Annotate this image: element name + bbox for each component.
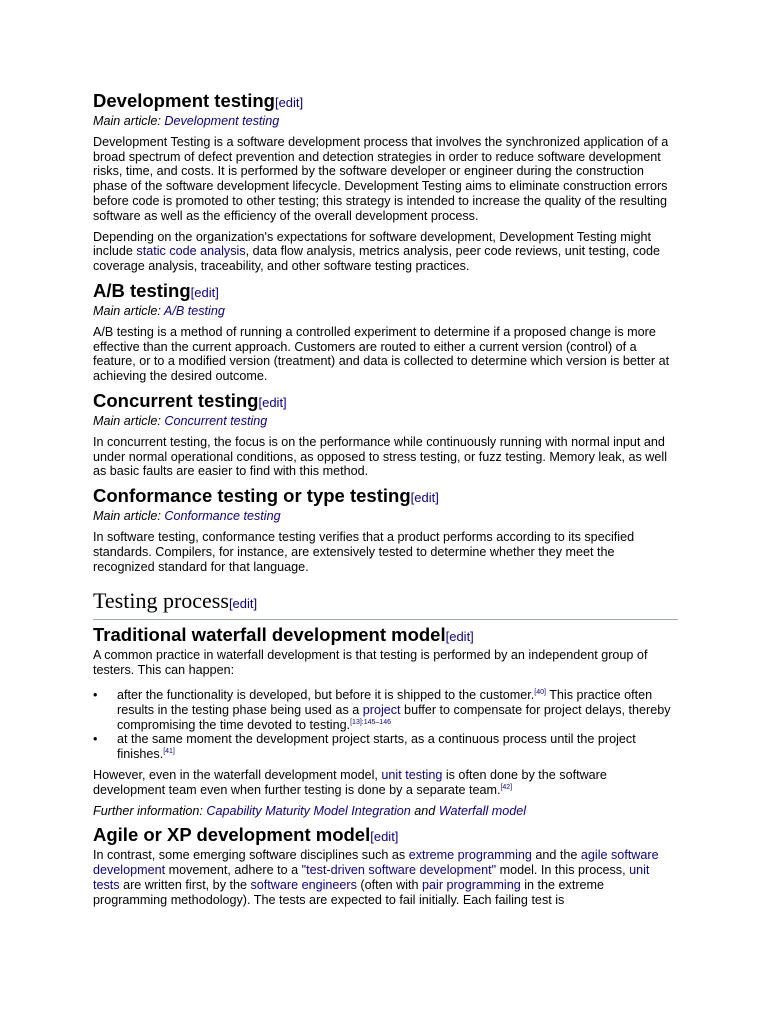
- text: , data flow analysis, metrics analysis, peer code reviews, unit testing, code coverage analysis, traceability, and other software testing practices.: [93, 244, 661, 274]
- main-article-link[interactable]: Development testing: [164, 114, 280, 128]
- text: are written first, by the: [119, 877, 251, 892]
- text: buffer to compensate for project delays, thereby compromising the time devoted to testing.: [117, 702, 671, 732]
- text: Depending on the organization's expectations for software development, Development Testing might include: [93, 229, 652, 259]
- edit-link[interactable]: [edit]: [274, 95, 304, 110]
- text: and: [410, 803, 439, 818]
- heading-text: Traditional waterfall development model: [93, 624, 446, 646]
- further-information-note: [93, 804, 678, 819]
- list-item: [117, 732, 678, 762]
- text: model. In this process,: [496, 863, 630, 878]
- text: movement, adhere to a: [165, 863, 302, 878]
- paragraph: In concurrent testing, the focus is on the performance while continuously running with normal input and under normal operational conditions, as opposed to stress testing, or fuzz testing. Memory leak, as well as basic faults are easier to find with this method.: [93, 434, 668, 479]
- paragraph: [93, 768, 678, 798]
- heading-testing-process: [93, 588, 678, 620]
- text: is often done by the software development team even when further testing is done by a separate team.: [93, 767, 607, 797]
- paragraph: [93, 230, 678, 274]
- main-article-note: [93, 414, 678, 429]
- paragraph: A common practice in waterfall development is that testing is performed by an independent group of testers. This can happen:: [93, 648, 648, 678]
- paragraph: [93, 848, 678, 907]
- citation-link[interactable]: [42]: [500, 783, 513, 791]
- pair-programming-link[interactable]: pair programming: [422, 877, 521, 892]
- main-article-note: [93, 304, 678, 319]
- citation-link[interactable]: [40]: [534, 688, 546, 696]
- extreme-programming-link[interactable]: extreme programming: [408, 848, 532, 863]
- edit-link[interactable]: [edit]: [410, 490, 439, 506]
- cmmi-link[interactable]: Capability Maturity Model Integration: [206, 803, 411, 818]
- text: (often with: [356, 877, 423, 892]
- heading-text: Testing process: [93, 588, 229, 614]
- article-content: [93, 90, 678, 913]
- unit-tests-link[interactable]: unit tests: [93, 863, 650, 892]
- heading-development-testing: [93, 90, 678, 114]
- edit-link[interactable]: [edit]: [228, 596, 258, 612]
- heading-concurrent-testing: [93, 390, 678, 414]
- main-article-link[interactable]: A/B testing: [163, 303, 225, 318]
- text: at the same moment the development project starts, as a continuous process until the project finishes.: [117, 732, 636, 762]
- main-article-note: [93, 509, 678, 524]
- agile-software-development-link[interactable]: agile software development: [93, 848, 659, 878]
- unit-testing-link[interactable]: unit testing: [381, 767, 443, 782]
- main-article-link[interactable]: Conformance testing: [164, 509, 281, 524]
- project-link[interactable]: project: [362, 702, 401, 717]
- text: in the extreme programming methodology). The tests are expected to fail initially. Each failing test is: [93, 877, 605, 907]
- further-prefix: Further information:: [93, 803, 207, 818]
- main-article-note: [93, 114, 678, 129]
- heading-text: A/B testing: [93, 279, 191, 301]
- test-driven-development-link[interactable]: "test-driven software development": [301, 863, 497, 878]
- heading-agile-xp-model: [93, 824, 678, 848]
- text: after the functionality is developed, but before it is shipped to the customer.: [117, 687, 535, 702]
- main-article-prefix: Main article:: [93, 303, 164, 318]
- paragraph: A/B testing is a method of running a controlled experiment to determine if a proposed change is more effective than the current approach. Customers are routed to either a current version (control) of a feature, or to a modified version (treatment) and data is collected to determine which version is better at achieving the desired outcome.: [93, 324, 670, 384]
- edit-link[interactable]: [edit]: [445, 629, 474, 645]
- bullet-list: [93, 688, 678, 762]
- edit-link[interactable]: [edit]: [190, 284, 219, 300]
- text: and the: [531, 848, 581, 863]
- waterfall-model-link[interactable]: Waterfall model: [438, 803, 527, 818]
- main-article-link[interactable]: Concurrent testing: [164, 413, 268, 428]
- text: In contrast, some emerging software disciplines such as: [93, 848, 409, 863]
- main-article-prefix: Main article:: [93, 413, 165, 428]
- edit-link[interactable]: [edit]: [370, 829, 399, 845]
- list-item: [117, 688, 678, 732]
- heading-text: Conformance testing or type testing: [93, 485, 411, 507]
- heading-text: Concurrent testing: [93, 389, 259, 411]
- citation-link[interactable]: [13]:145–146: [350, 718, 391, 726]
- paragraph: Development Testing is a software development process that involves the synchronized application of a broad spectrum of defect prevention and detection strategies in order to reduce software development risks, time, and costs. It is performed by the software developer or engineer during the construction phase of the software development lifecycle. Development Testing aims to eliminate construction errors before code is promoted to other testing; this strategy is intended to increase the quality of the resulting software as well as the efficiency of the overall development process.: [93, 134, 669, 223]
- software-engineers-link[interactable]: software engineers: [250, 877, 357, 892]
- main-article-prefix: Main article:: [93, 509, 165, 524]
- text: This practice often results in the testing phase being used as a: [117, 687, 653, 717]
- heading-waterfall-model: [93, 624, 678, 648]
- main-article-prefix: Main article:: [93, 114, 165, 128]
- text: However, even in the waterfall development model,: [93, 767, 382, 782]
- static-code-analysis-link[interactable]: static code analysis: [136, 244, 246, 259]
- heading-ab-testing: [93, 280, 678, 304]
- paragraph: In software testing, conformance testing verifies that a product performs according to its specified standards. Compilers, for instance, are extensively tested to determine whether they meet the recognized standard for that language.: [93, 529, 635, 574]
- heading-text: Agile or XP development model: [93, 824, 371, 846]
- edit-link[interactable]: [edit]: [258, 394, 287, 410]
- heading-conformance-testing: [93, 485, 678, 509]
- heading-text: Development testing: [93, 90, 275, 111]
- citation-link[interactable]: [41]: [163, 747, 175, 755]
